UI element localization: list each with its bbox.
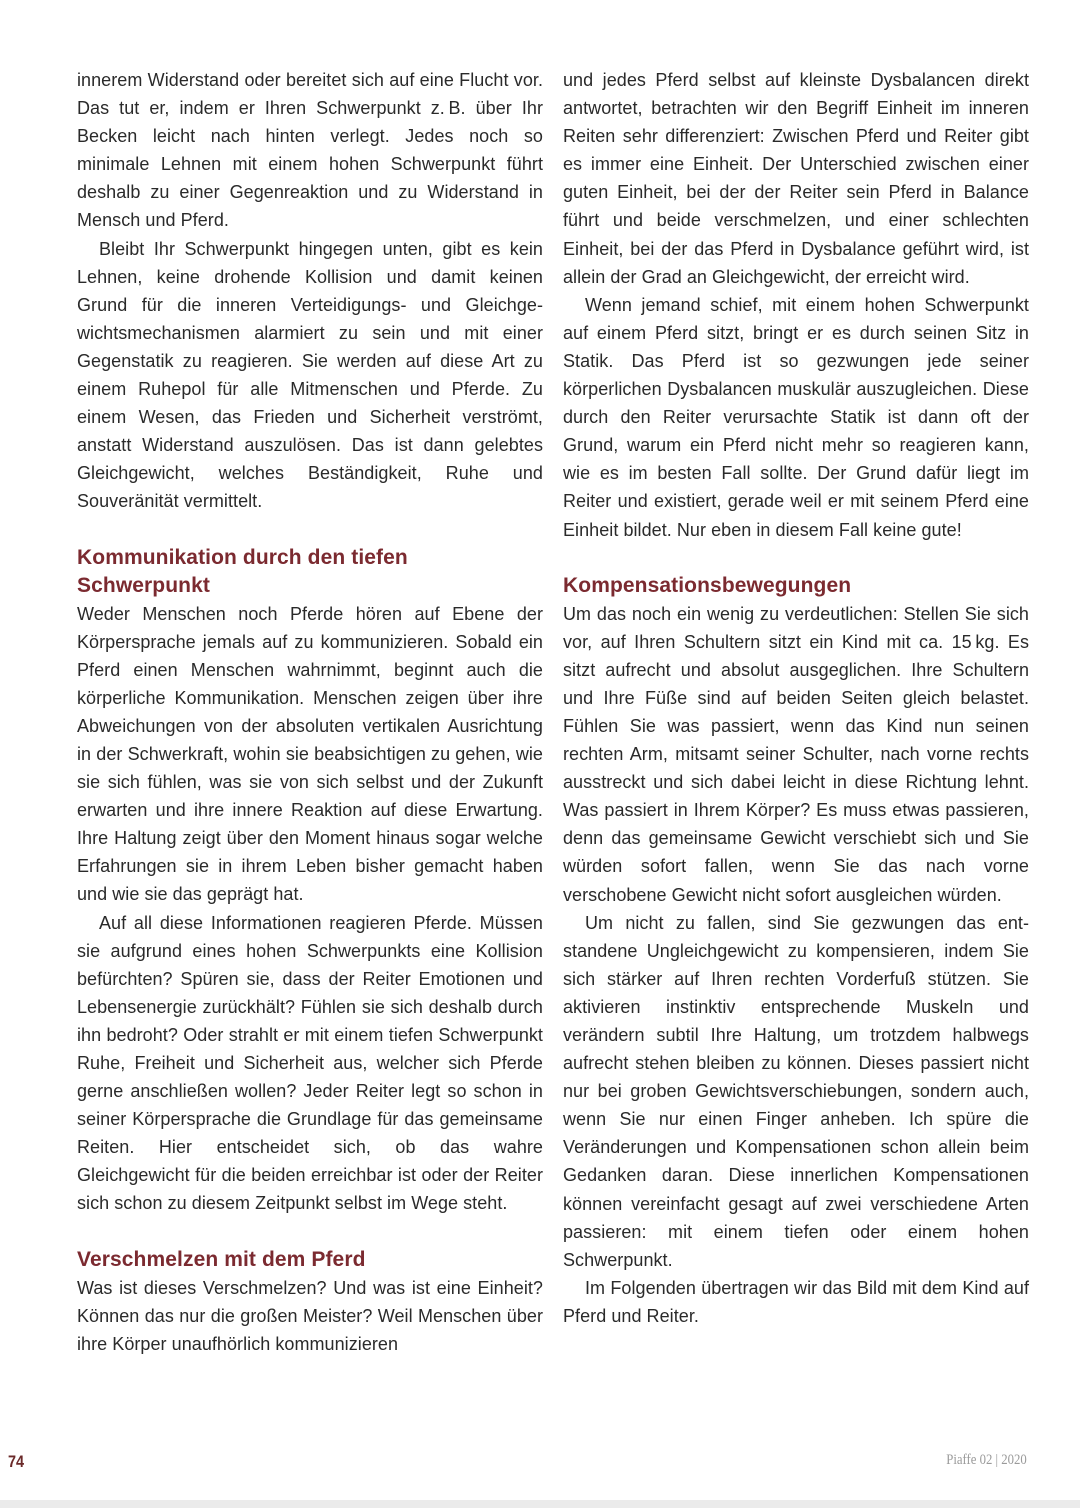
section-heading: Kommunikation durch den tiefen Schwerpunkt	[77, 545, 408, 597]
section-heading: Verschmelzen mit dem Pferd	[77, 1247, 366, 1271]
paragraph: Wenn jemand schief, mit einem hohen Schwerpunkt auf einem Pferd sitzt, bringt er es durch seinen Sitz in Statik. Das Pferd ist so gezwungen jede seiner körperlichen Dysbalancen muskulär auszugleichen. Diese durch den Reiter verursachte Statik ist dann oft der Grund, warum ein Pferd nicht mehr so reagieren kann, wie es im besten Fall sollte. Der Grund dafür liegt im Reiter und existiert, gerade weil er mit seinem Pferd eine Einheit bildet. Nur eben in diesem Fall keine gute!	[563, 294, 1029, 540]
magazine-issue: Piaffe 02 | 2020	[946, 1452, 1027, 1468]
right-column	[563, 66, 1029, 1330]
paragraph: Weder Menschen noch Pferde hören auf Ebene der Körpersprache jemals auf zu kommunizieren. Sobald ein Pferd einen Menschen wahrnimmt, beginnt auch die körperliche Kommunikation. Menschen zeigen über ihre Abweichungen von der absoluten vertikalen Ausrichtung in der Schwerkraft, wohin sie beabsichtigen zu gehen, wie sie sich fühlen, was sie von sich selbst und der Zukunft erwarten und ihre innere Reaktion auf diese Erwartung. Ihre Haltung zeigt über den Moment hinaus sogar welche Erfahrungen sie in ihrem Leben bisher gemacht haben und wie sie das geprägt hat.	[77, 603, 543, 905]
paragraph: Was ist dieses Verschmelzen? Und was ist eine Einheit? Können das nur die großen Meister? Weil Menschen über ihre Körper unaufhörlich kommunizieren	[77, 1277, 543, 1354]
paragraph: innerem Widerstand oder bereitet sich auf eine Flucht vor. Das tut er, indem er Ihren Schwerpunkt z. B. über Ihr Becken leicht nach hinten verlegt. Jedes noch so minimale Lehnen mit einem hohen Schwerpunkt führt deshalb zu einer Gegenreaktion und zu Widerstand in Mensch und Pferd.	[77, 70, 543, 231]
paragraph: Im Folgenden übertragen wir das Bild mit dem Kind auf Pferd und Reiter.	[563, 1277, 1029, 1326]
paragraph: Bleibt Ihr Schwerpunkt hingegen unten, gibt es kein Lehnen, keine drohende Kollision und damit keinen Grund für die inneren Verteidigungs- und Gleichgewichtsmechanismen alarmiert zu sein und mit einer Gegenstatik zu reagieren. Sie werden auf diese Art zu einem Ruhepol für alle Mitmenschen und Pferde. Zu einem Wesen, das Frieden und Sicherheit verströmt, anstatt Widerstand auszulösen. Das ist dann gelebtes Gleichgewicht, welches Beständigkeit, Ruhe und Souveränität vermittelt.	[77, 238, 543, 512]
paragraph: Um nicht zu fallen, sind Sie gezwungen das entstandene Ungleichgewicht zu kompensieren, indem Sie sich stärker auf Ihren rechten Vorderfuß stützen. Sie aktivieren instinktiv entsprechende Muskeln und verändern subtil Ihre Haltung, um trotzdem halbwegs aufrecht stehen bleiben zu können. Dieses passiert nicht nur bei groben Gewichtsverschiebungen, sondern auch, wenn Sie nur einen Finger anheben. Ich spüre die Veränderungen und Kompensationen schon allein beim Gedanken daran. Diese innerlichen Kompensationen können vereinfacht gesagt auf zwei verschiedene Arten passieren: mit einem tiefen oder einem hohen Schwerpunkt.	[563, 912, 1029, 1270]
paragraph: Auf all diese Informationen reagieren Pferde. Müssen sie aufgrund eines hohen Schwerpunkts eine Kollision befürchten? Spüren sie, dass der Reiter Emotionen und Lebensenergie zurückhält? Fühlen sie sich deshalb durch ihn bedroht? Oder strahlt er mit einem tiefen Schwerpunkt Ruhe, Freiheit und Sicherheit aus, welcher sich Pferde gerne anschließen wollen? Jeder Reiter legt so schon in seiner Körpersprache die Grundlage für das gemeinsame Reiten. Hier entscheidet sich, ob das wahre Gleichgewicht für die beiden erreichbar ist oder der Reiter sich schon zu diesem Zeitpunkt selbst im Wege steht.	[77, 912, 543, 1214]
spacer	[77, 516, 543, 544]
section-heading: Kompensationsbewegungen	[563, 573, 852, 597]
paragraph: und jedes Pferd selbst auf kleinste Dysbalancen direkt antwortet, betrachten wir den Begriff Einheit im inneren Reiten sehr differenziert: Zwischen Pferd und Reiter gibt es immer eine Einheit. Der Unterschied zwischen einer guten Einheit, bei der der Reiter sein Pferd in Balance führt und beide verschmelzen, und einer schlechten Einheit, bei der das Pferd in Dysbalance geführt wird, ist allein der Grad an Gleichgewicht, der erreicht wird.	[563, 70, 1029, 287]
paragraph: Um das noch ein wenig zu verdeutlichen: Stellen Sie sich vor, auf Ihren Schultern sitzt ein Kind mit ca. 15 kg. Es sitzt aufrecht und absolut ausgeglichen. Ihre Schultern und Ihre Füße sind auf beiden Seiten gleich belastet. Fühlen Sie was passiert, wenn das Kind nun seinen rechten Arm, mitsamt seiner Schulter, nach vorne rechts ausstreckt und sich dabei leicht in diese Richtung lehnt. Was passiert in Ihrem Körper? Es muss etwas passieren, denn das gemeinsame Gewicht verschiebt sich und Sie würden sofort fallen, wenn Sie das nach vorne verschobene Gewicht nicht sofort ausgleichen würden.	[563, 603, 1029, 905]
page-number: 74	[8, 1452, 25, 1471]
spacer	[77, 1218, 543, 1246]
spacer	[563, 544, 1029, 572]
left-column	[77, 66, 543, 1358]
bottom-border	[0, 1500, 1080, 1508]
